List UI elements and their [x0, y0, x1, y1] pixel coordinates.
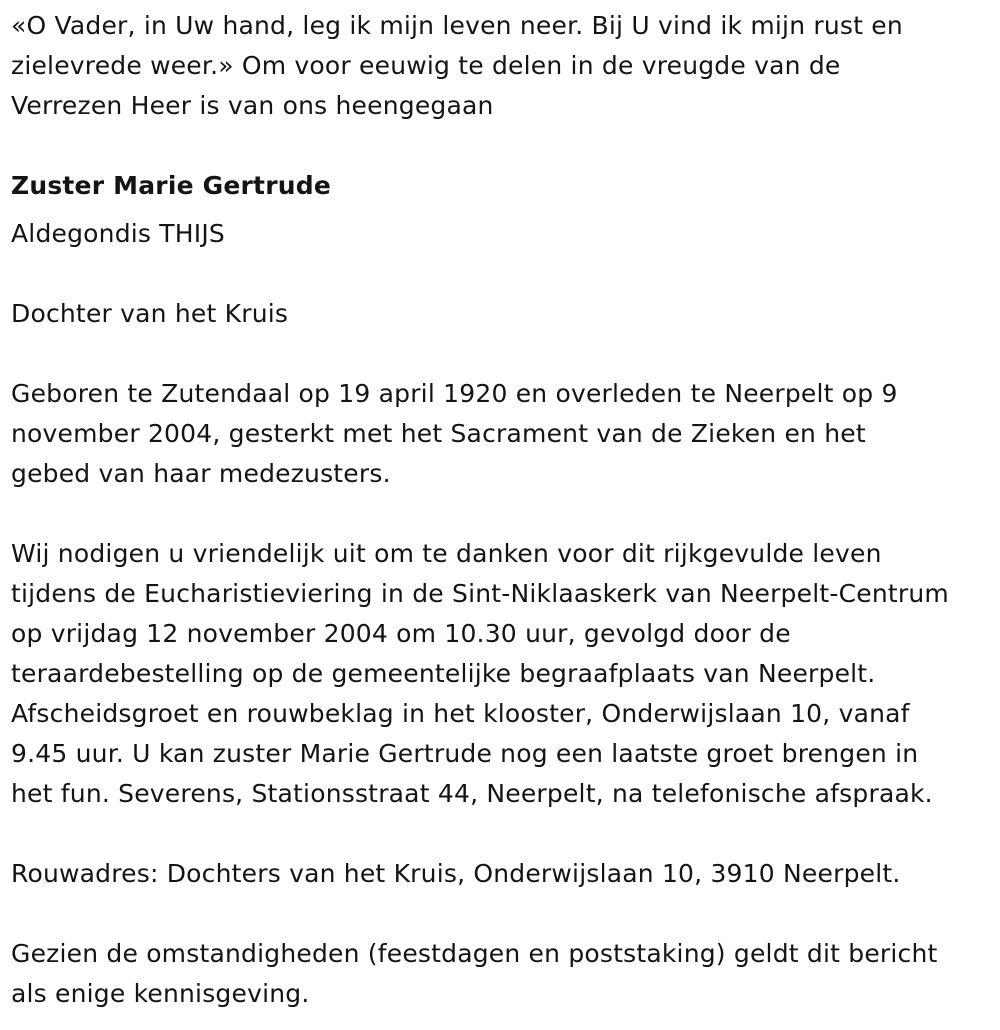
congregation	[11, 294, 996, 334]
text-line: teraardebestelling op de gemeentelijke begraafplaats van Neerpelt.	[11, 659, 876, 688]
mourning-address	[11, 854, 996, 894]
text-line: het fun. Severens, Stationsstraat 44, Neerpelt, na telefonische afspraak.	[11, 779, 933, 808]
text-line: «O Vader, in Uw hand, leg ik mijn leven neer. Bij U vind ik mijn rust en	[11, 11, 903, 40]
text-line: zielevrede weer.» Om voor eeuwig te delen in de vreugde van de	[11, 51, 841, 80]
deceased-title	[11, 166, 996, 206]
text-line: Rouwadres: Dochters van het Kruis, Onderwijslaan 10, 3910 Neerpelt.	[11, 859, 901, 888]
text-line: als enige kennisgeving.	[11, 979, 310, 1008]
text-line: Dochter van het Kruis	[11, 299, 289, 328]
text-line: 9.45 uur. U kan zuster Marie Gertrude nog een laatste groet brengen in	[11, 739, 919, 768]
text-line: november 2004, gesterkt met het Sacrament van de Zieken en het	[11, 419, 866, 448]
text-line: Zuster Marie Gertrude	[11, 171, 331, 200]
closing-notice	[11, 934, 996, 1014]
deceased-full-name	[11, 214, 996, 254]
text-line: Wij nodigen u vriendelijk uit om te danken voor dit rijkgevulde leven	[11, 539, 882, 568]
birth-death-paragraph	[11, 374, 996, 494]
text-line: Afscheidsgroet en rouwbeklag in het klooster, Onderwijslaan 10, vanaf	[11, 699, 910, 728]
text-line: Geboren te Zutendaal op 19 april 1920 en overleden te Neerpelt op 9	[11, 379, 898, 408]
text-line: op vrijdag 12 november 2004 om 10.30 uur, gevolgd door de	[11, 619, 791, 648]
intro-verse	[11, 6, 996, 126]
text-line: Aldegondis THIJS	[11, 219, 225, 248]
text-line: Verrezen Heer is van ons heengegaan	[11, 91, 494, 120]
text-line: tijdens de Eucharistieviering in de Sint-Niklaaskerk van Neerpelt-Centrum	[11, 579, 949, 608]
text-line: gebed van haar medezusters.	[11, 459, 391, 488]
ceremony-paragraph	[11, 534, 996, 814]
text-line: Gezien de omstandigheden (feestdagen en poststaking) geldt dit bericht	[11, 939, 938, 968]
